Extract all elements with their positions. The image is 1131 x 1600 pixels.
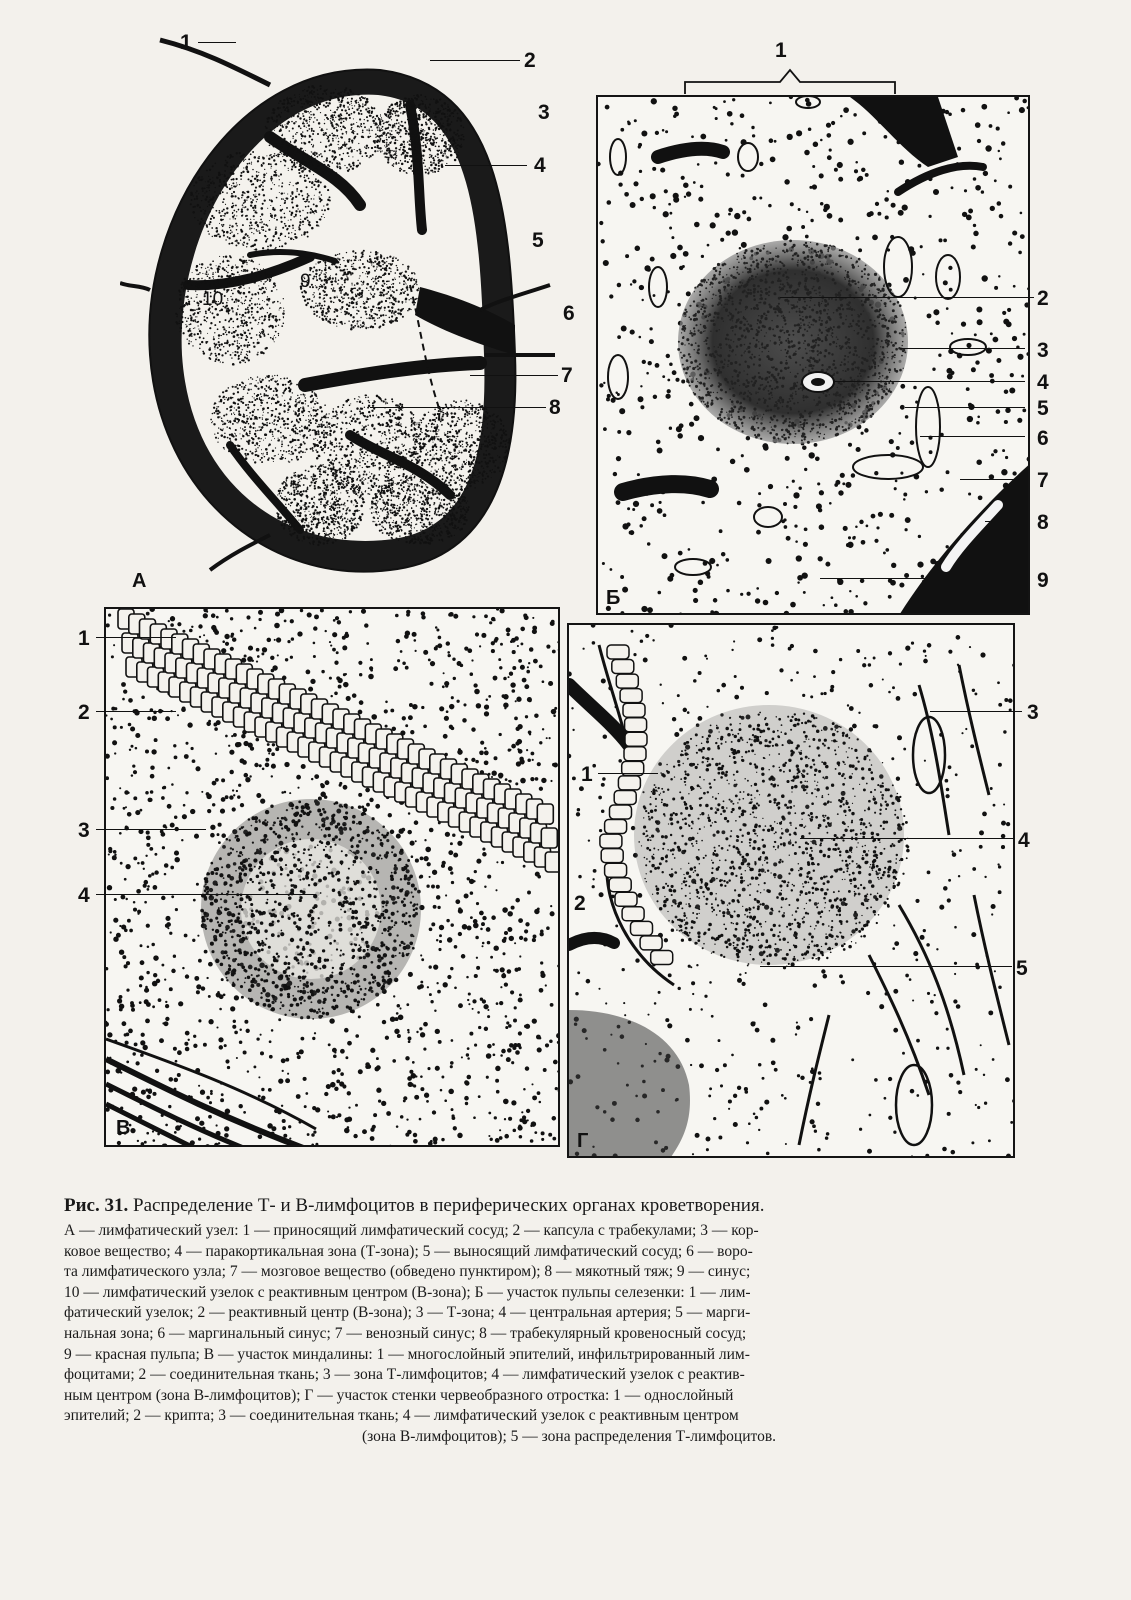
caption-line: А — лимфатический узел: 1 — приносящий лимфатический сосуд; 2 — капсула с трабекулами; 3 — кор- (64, 1222, 759, 1239)
figure-a-lymph-node (120, 25, 580, 595)
panel-b-bracket (680, 58, 900, 98)
panel-v-callout-3: 3 (78, 819, 90, 842)
panel-b-leader-8 (985, 521, 1025, 522)
panel-b-callout-8: 8 (1037, 511, 1049, 534)
lymph-node-illustration (120, 25, 580, 595)
panel-g-leader-1 (598, 773, 658, 774)
panel-a-callout-2: 2 (524, 49, 536, 72)
caption-line: 9 — красная пульпа; В — участок миндалины: 1 — многослойный эпителий, инфильтрированный лим- (64, 1345, 750, 1363)
caption-line: фатический узелок; 2 — реактивный центр (В-зона); 3 — Т-зона; 4 — центральная артерия; 5 — марги- (64, 1304, 751, 1322)
tonsil-illustration (106, 609, 560, 1147)
panel-v-label: В (116, 1117, 131, 1139)
caption-line: нальная зона; 6 — маргинальный синус; 7 — венозный синус; 8 — трабекулярный кровеносный сосуд; (64, 1324, 747, 1342)
panel-g-label: Г (577, 1130, 589, 1152)
panel-b-callout-3: 3 (1037, 339, 1049, 362)
panel-a-callout-3: 3 (538, 101, 550, 124)
panel-b-leader-5 (905, 407, 1025, 408)
panel-b-callout-4: 4 (1037, 371, 1049, 394)
panel-g-callout-1: 1 (581, 763, 593, 786)
panel-b-callout-1: 1 (775, 39, 787, 62)
panel-a-callout-4: 4 (534, 154, 546, 177)
caption-line: фоцитами; 2 — соединительная ткань; 3 — зона Т-лимфоцитов; 4 — лимфатический узелок с реактив- (64, 1366, 745, 1384)
panel-a-leader-4 (445, 165, 527, 166)
panel-g-leader-5 (760, 966, 1012, 967)
panel-b-leader-2 (780, 297, 1034, 298)
panel-v-callout-1: 1 (78, 627, 90, 650)
panel-b-leader-7 (960, 479, 1025, 480)
panel-a-leader-1 (198, 42, 236, 43)
panel-b-leader-4 (835, 381, 1025, 382)
panel-a-callout-7: 7 (561, 364, 573, 387)
panel-g-callout-2: 2 (574, 892, 586, 915)
panel-v-leader-4 (96, 894, 316, 895)
panel-a-leader-7 (470, 375, 558, 376)
panel-a-leader-8 (370, 407, 546, 408)
panel-a-inner-label-9: 9 (300, 271, 311, 292)
panel-a-callout-8: 8 (549, 396, 561, 419)
panel-b-callout-6: 6 (1037, 427, 1049, 450)
panel-b-leader-9 (820, 578, 1025, 579)
caption-title-line (64, 1193, 1074, 1219)
caption-line: эпителий; 2 — крипта; 3 — соединительная ткань; 4 — лимфатический узелок с реактивным центром (64, 1407, 739, 1425)
figure-number: Рис. 31. (64, 1195, 129, 1216)
panel-a-leader-2 (430, 60, 520, 61)
panel-g-leader-3 (930, 711, 1022, 712)
figure-caption (64, 1193, 1074, 1448)
panel-b-leader-3 (900, 348, 1025, 349)
figure-title: Распределение Т- и В-лимфоцитов в периферических органах кроветворения. (133, 1195, 765, 1216)
panel-a-callout-5: 5 (532, 229, 544, 252)
panel-g-callout-3: 3 (1027, 701, 1039, 724)
figure-g-appendix-wall (567, 623, 1015, 1158)
figure-v-tonsil (104, 607, 560, 1147)
panel-g-callout-5: 5 (1016, 957, 1028, 980)
panel-v-callout-4: 4 (78, 884, 90, 907)
caption-line: та лимфатического узла; 7 — мозговое вещество (обведено пунктиром); 8 — мякотный тяж; 9 — синус; (64, 1263, 751, 1281)
panel-g-callout-4: 4 (1018, 829, 1030, 852)
caption-line: ным центром (зона В-лимфоцитов); Г — участок стенки червеобразного отростка: 1 — однослойный (64, 1386, 734, 1404)
panel-a-label: А (132, 570, 147, 592)
panel-a-inner-label-10: 10 (202, 289, 224, 310)
panel-v-leader-1 (96, 637, 176, 638)
panel-v-callout-2: 2 (78, 701, 90, 724)
panel-b-callout-7: 7 (1037, 469, 1049, 492)
caption-line: ковое вещество; 4 — паракортикальная зона (Т-зона); 5 — выносящий лимфатический сосуд; 6 — воро- (64, 1242, 753, 1260)
panel-a-callout-1: 1 (180, 31, 192, 54)
panel-g-leader-4 (800, 838, 1014, 839)
panel-a-callout-6: 6 (563, 302, 575, 325)
figure-b-spleen-pulp (596, 95, 1030, 615)
panel-b-leader-6 (920, 436, 1025, 437)
panel-v-leader-3 (96, 829, 206, 830)
panel-b-callout-2: 2 (1037, 287, 1049, 310)
panel-b-label: Б (606, 587, 621, 609)
spleen-pulp-illustration (598, 97, 1030, 615)
appendix-wall-illustration (569, 625, 1015, 1158)
caption-last-line: (зона В-лимфоцитов); 5 — зона распределения Т-лимфоцитов. (361, 1427, 777, 1445)
panel-b-callout-9: 9 (1037, 569, 1049, 592)
panel-b-callout-5: 5 (1037, 397, 1049, 420)
panel-v-leader-2 (96, 711, 176, 712)
caption-line: 10 — лимфатический узелок с реактивным центром (В-зона); Б — участок пульпы селезенки: 1 — лим- (64, 1283, 751, 1301)
